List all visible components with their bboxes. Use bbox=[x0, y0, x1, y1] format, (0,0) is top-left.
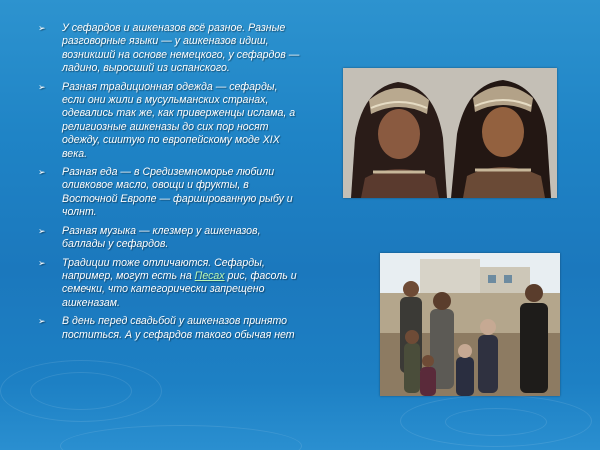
water-ripple-decoration bbox=[30, 372, 132, 410]
bullet-arrow-icon: ➢ bbox=[38, 23, 46, 33]
bullet-item-traditions bbox=[38, 257, 300, 311]
bullet-item-languages bbox=[38, 22, 300, 76]
water-ripple-decoration bbox=[445, 408, 547, 436]
bullet-text-after-link: рис, фасоль и семечки, что категорически запрещено ашкеназам. bbox=[62, 269, 297, 309]
bullet-arrow-icon: ➢ bbox=[38, 81, 46, 92]
bullet-item-music bbox=[38, 225, 300, 252]
bullet-arrow-icon: ➢ bbox=[38, 316, 46, 327]
bullet-item-food bbox=[38, 166, 300, 220]
bullet-text: В день перед свадьбой у ашкеназов принято поститься. А у сефардов такого обычая нет bbox=[62, 315, 295, 341]
bullet-item-clothing bbox=[38, 81, 300, 161]
bullet-arrow-icon: ➢ bbox=[38, 167, 46, 178]
water-ripple-decoration bbox=[60, 425, 302, 450]
bullet-item-wedding bbox=[38, 315, 300, 342]
bullet-text: Разная еда — в Средиземноморье любили оливковое масло, овощи и фрукты, в Восточной Европе — фаршированную рыбу и чолнт. bbox=[62, 166, 293, 219]
photo-family-group bbox=[380, 253, 560, 396]
bullet-text-before-link: Традиции тоже отличаются. Сефарды, например, могут есть на bbox=[62, 256, 265, 282]
bullet-text: У сефардов и ашкеназов всё разное. Разные разговорные языки — у ашкеназов идиш, возникший на основе немецкого, у сефардов — ладино, выросший из испанского. bbox=[62, 22, 300, 75]
family-group-illustration bbox=[380, 253, 560, 396]
bullet-arrow-icon: ➢ bbox=[38, 257, 46, 268]
bullet-text: Разная традиционная одежда — сефарды, если они жили в мусульманских странах, одевались так же, как приверженцы ислама, а религиозные ашкеназы до сих пор носят одежду, сшитую по европейскому моде XIX века. bbox=[62, 80, 296, 160]
bullet-list bbox=[38, 22, 300, 347]
pesach-link[interactable]: Песах bbox=[194, 269, 225, 282]
photo-two-women bbox=[343, 68, 557, 198]
bullet-text: Разная музыка — клезмер у ашкеназов, баллады у сефардов. bbox=[62, 224, 261, 251]
two-women-illustration bbox=[343, 68, 557, 198]
bullet-arrow-icon: ➢ bbox=[38, 225, 46, 236]
